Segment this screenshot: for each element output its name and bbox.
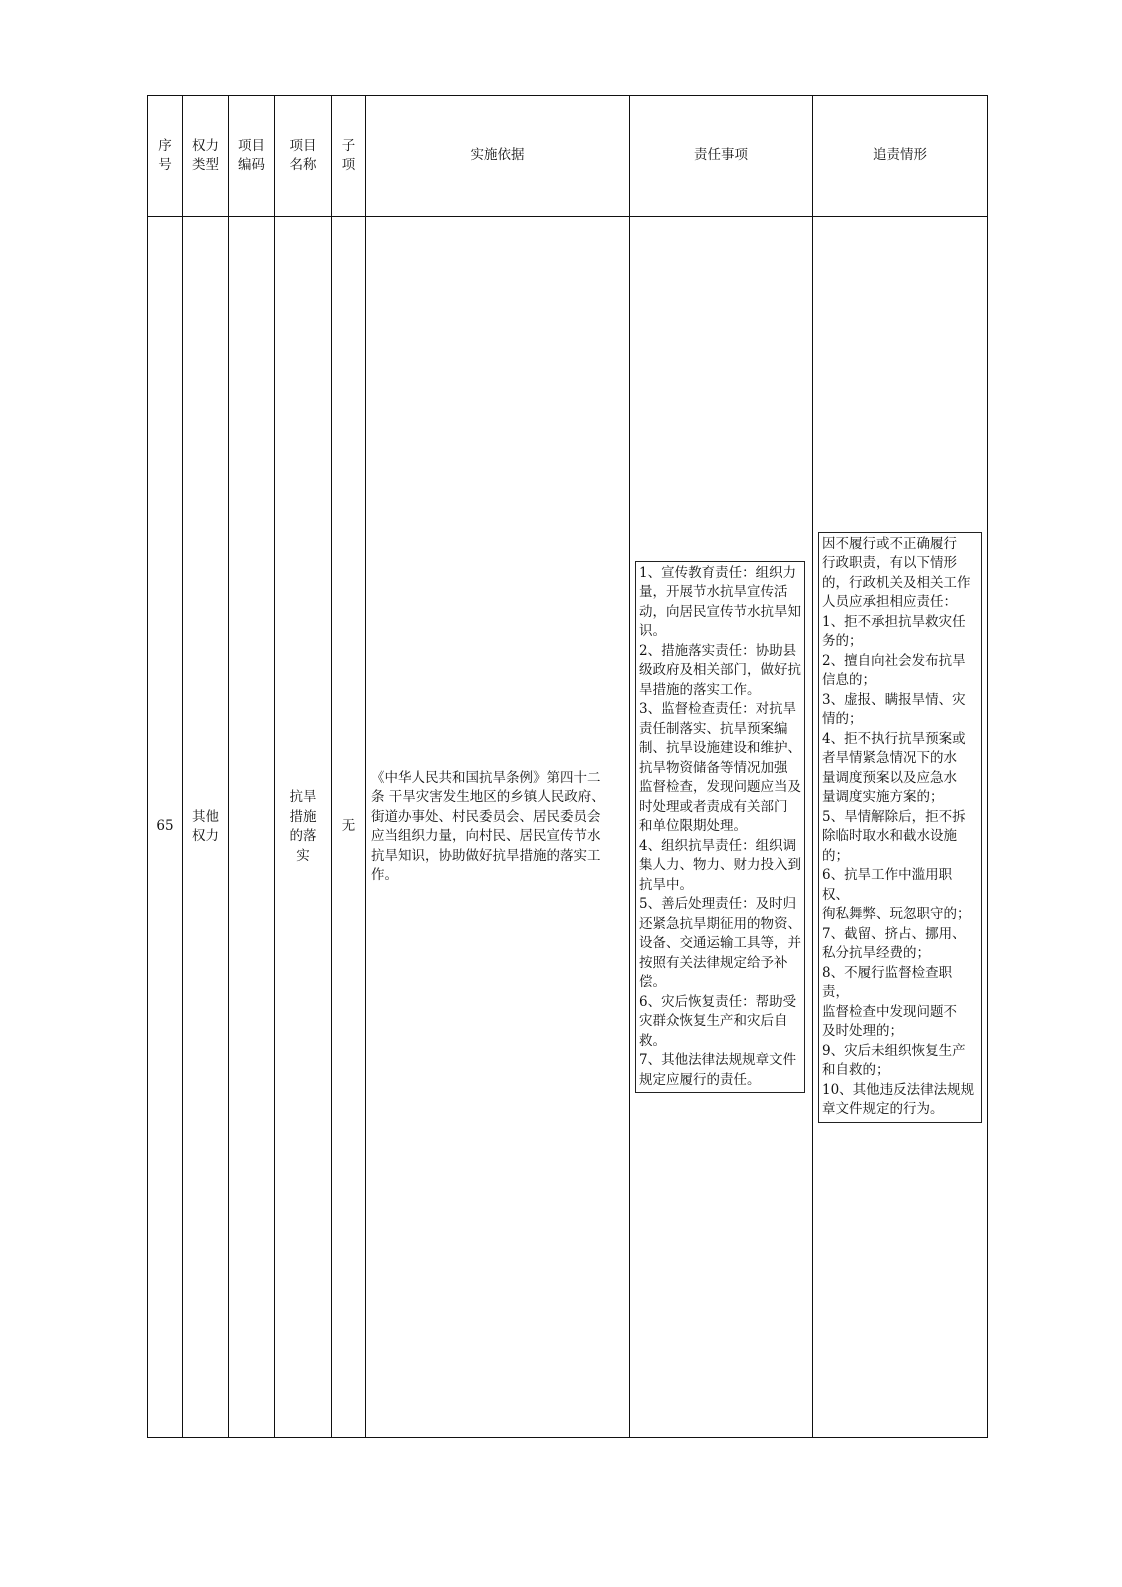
text-line: 识。 — [639, 623, 666, 640]
text-line: 和单位限期处理。 — [639, 818, 747, 835]
text-line: 3、监督检查责任：对抗旱 — [639, 701, 797, 718]
text-line: 号 — [158, 157, 172, 173]
text-line: 实 — [296, 847, 310, 864]
text-line: 1、宣传教育责任：组织力 — [639, 564, 797, 581]
text-line: 权力 — [192, 828, 219, 844]
text-line: 2、擅自向社会发布抗旱 — [822, 652, 966, 669]
header-row — [148, 96, 988, 217]
text-line: 《中华人民共和国抗旱条例》第四十二 — [371, 769, 601, 786]
text-line: 5、善后处理责任：及时归 — [639, 896, 797, 913]
text-line: 制、抗旱设施建设和维护、 — [639, 740, 801, 757]
text-line: 9、灾后未组织恢复生产 — [822, 1042, 966, 1059]
cell-responsibilities — [630, 217, 813, 1438]
text-line: 责任事项 — [694, 147, 748, 164]
text-line: 设备、交通运输工具等，并 — [639, 935, 801, 952]
text-line: 灾群众恢复生产和灾后自 — [639, 1013, 788, 1030]
text-line: 7、截留、挤占、挪用、 — [822, 925, 966, 942]
header-cell-responsibilities — [630, 96, 813, 217]
text-line: 救。 — [639, 1032, 666, 1049]
header-cell-accountability — [813, 96, 988, 217]
text-line: 者旱情紧急情况下的水 — [822, 750, 957, 766]
text-line: 6、灾后恢复责任：帮助受 — [639, 993, 797, 1010]
cell-accountability — [813, 217, 988, 1438]
cell-seq: 65 — [148, 217, 183, 1438]
text-line: 集人力、物力、财力投入到 — [639, 857, 801, 874]
text-line: 旱措施的落实工作。 — [639, 681, 761, 698]
text-line: 的，行政机关及相关工作 — [822, 574, 971, 591]
text-line: 项 — [341, 157, 356, 173]
text-line: 3、虚报、瞒报旱情、灾 — [822, 691, 966, 708]
text-line: 序 — [158, 137, 172, 154]
text-line: 及时处理的； — [822, 1023, 903, 1039]
text-line: 按照有关法律规定给予补 — [639, 954, 788, 971]
text-line: 抗旱物资储备等情况加强 — [639, 759, 788, 776]
text-line: 行政职责，有以下情形 — [822, 555, 957, 571]
text-line: 情的； — [822, 711, 863, 727]
text-line: 4、组织抗旱责任：组织调 — [639, 837, 797, 854]
text-line: 信息的； — [822, 672, 876, 688]
header-cell-seq — [148, 96, 183, 217]
text-line: 权力 — [192, 137, 219, 154]
text-line: 因不履行或不正确履行 — [822, 535, 957, 552]
text-line: 监督检查，发现问题应当及 — [639, 779, 801, 796]
text-line: 应当组织力量，向村民、居民宣传节水 — [371, 828, 601, 844]
text-line: 私分抗旱经费的； — [822, 945, 930, 961]
text-line: 级政府及相关部门，做好抗 — [639, 662, 801, 679]
text-line: 子 — [341, 137, 356, 154]
text-line: 动，向居民宣传节水抗旱知 — [639, 603, 801, 620]
text-line: 时处理或者责成有关部门 — [639, 798, 788, 815]
text-line: 项目 — [289, 137, 317, 154]
header-cell-basis — [366, 96, 630, 217]
text-line: 抗旱知识，协助做好抗旱措施的落实工 — [371, 847, 601, 864]
cell-power-type — [183, 217, 229, 1438]
text-line: 人员应承担相应责任： — [822, 594, 957, 610]
text-line: 5、旱情解除后，拒不拆 — [822, 808, 966, 825]
text-line: 编码 — [238, 157, 265, 173]
text-line: 偿。 — [639, 974, 666, 991]
text-line: 8、不履行监督检查职责， — [822, 964, 953, 1000]
text-line: 类型 — [192, 157, 219, 173]
text-line: 7、其他法律法规规章文件 — [639, 1052, 797, 1069]
text-line: 项目 — [238, 137, 265, 154]
header-cell-power-type — [183, 96, 229, 217]
cell-basis — [366, 217, 630, 1438]
text-line: 4、拒不执行抗旱预案或 — [822, 730, 966, 747]
cell-name — [275, 217, 332, 1438]
header-cell-name — [275, 96, 332, 217]
text-line: 量调度预案以及应急水 — [822, 769, 957, 786]
text-line: 和自救的； — [822, 1062, 890, 1078]
text-line: 实施依据 — [470, 147, 525, 164]
text-line: 抗旱 — [289, 789, 317, 805]
text-line: 责任制落实、抗旱预案编 — [639, 720, 788, 737]
text-line: 2、措施落实责任：协助县 — [639, 642, 797, 659]
header-cell-code — [229, 96, 275, 217]
text-line: 抗旱中。 — [639, 876, 693, 893]
text-line: 的； — [822, 847, 849, 864]
text-line: 名称 — [289, 157, 317, 173]
text-line: 条 干旱灾害发生地区的乡镇人民政府、 — [371, 789, 605, 805]
text-line: 10、其他违反法律法规规 — [822, 1081, 975, 1098]
text-line: 其他 — [192, 808, 219, 825]
cell-code — [229, 217, 275, 1438]
text-line: 1、拒不承担抗旱救灾任 — [822, 613, 966, 630]
cell-sub-item: 无 — [332, 217, 366, 1438]
text-line: 的落 — [289, 828, 317, 844]
text-line: 措施 — [289, 808, 317, 825]
text-line: 规定应履行的责任。 — [639, 1071, 761, 1088]
text-line: 6、抗旱工作中滥用职权、 — [822, 867, 953, 903]
text-line: 徇私舞弊、玩忽职守的； — [822, 906, 971, 922]
text-line: 章文件规定的行为。 — [822, 1101, 944, 1117]
text-line: 追责情形 — [873, 147, 927, 164]
text-line: 街道办事处、村民委员会、居民委员会 — [371, 808, 601, 825]
text-line: 务的； — [822, 633, 863, 649]
table-row — [148, 217, 988, 1438]
text-line: 作。 — [371, 867, 398, 883]
power-list-table — [147, 95, 988, 1438]
text-line: 量调度实施方案的； — [822, 789, 944, 805]
text-line: 量，开展节水抗旱宣传活 — [639, 584, 788, 601]
text-line: 还紧急抗旱期征用的物资、 — [639, 915, 801, 932]
text-line: 除临时取水和截水设施 — [822, 828, 957, 844]
text-line: 监督检查中发现问题不 — [822, 1003, 957, 1020]
header-cell-sub-item — [332, 96, 366, 217]
